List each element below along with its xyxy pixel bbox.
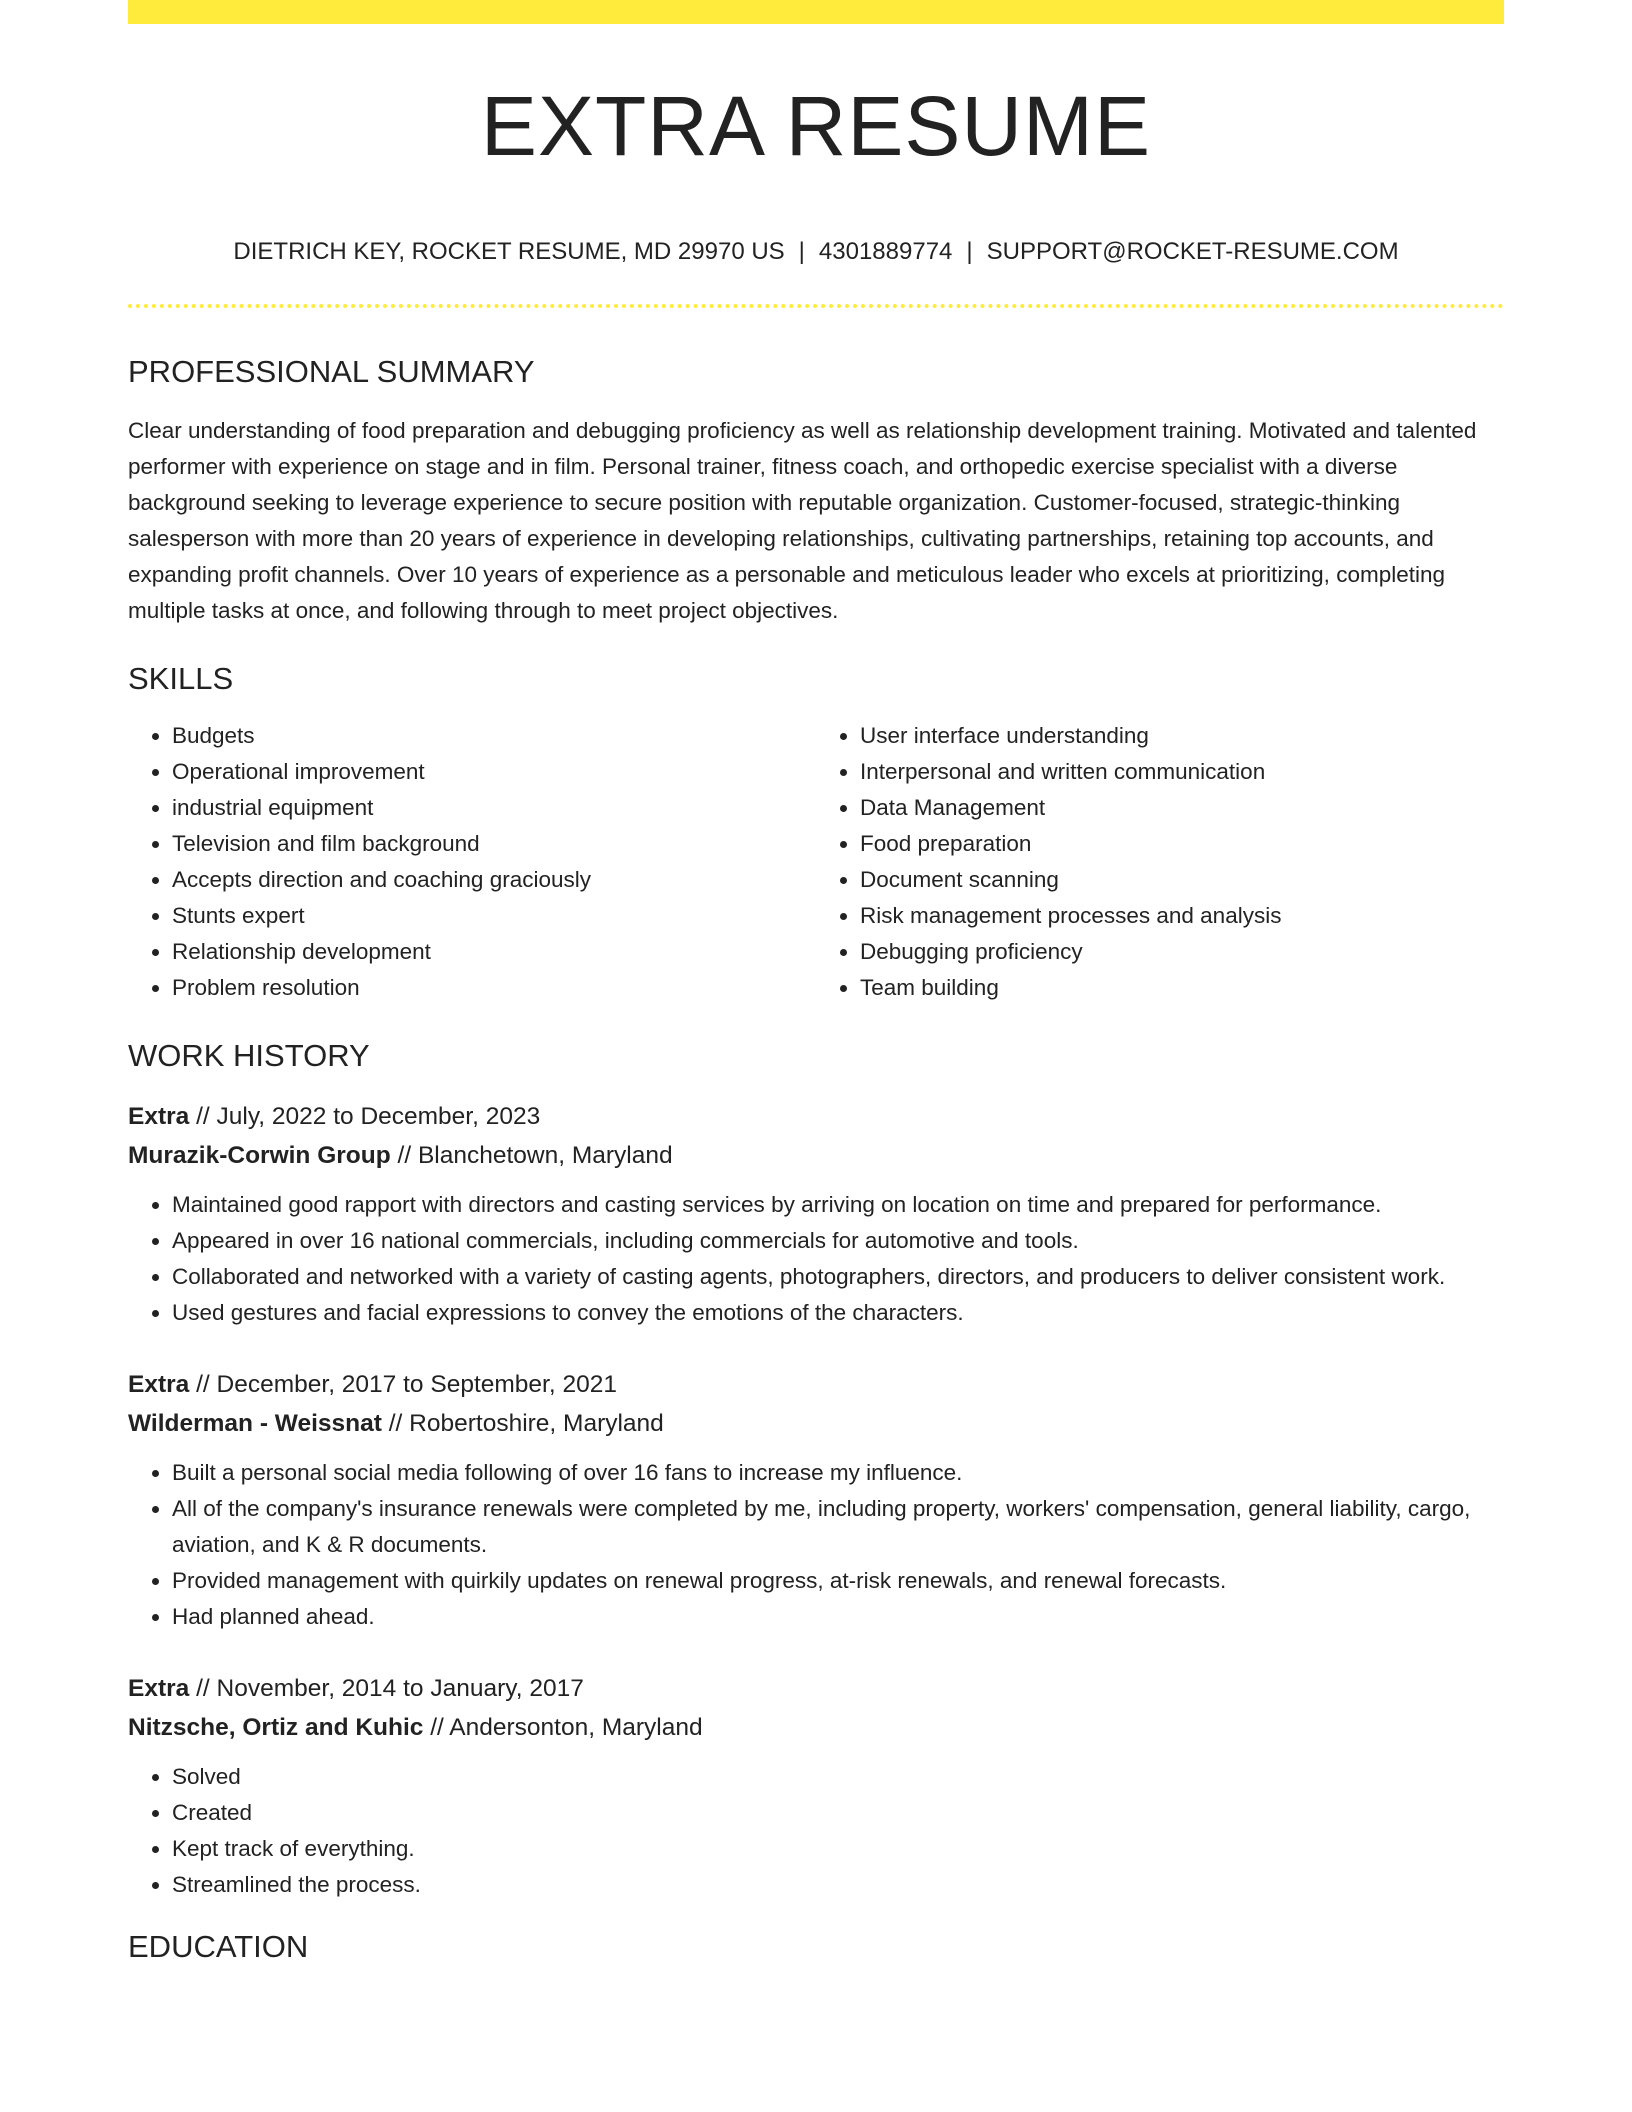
skill-item: • Team building xyxy=(860,970,1504,1006)
resume-name: EXTRA RESUME xyxy=(480,79,1152,173)
job-bullet: • Solved xyxy=(172,1759,1504,1795)
skill-item: • Relationship development xyxy=(172,934,816,970)
job-entry xyxy=(128,1097,1504,1331)
skill-item: • Interpersonal and written communication xyxy=(860,754,1504,790)
job-title-line: Extra // November, 2014 to January, 2017 xyxy=(128,1675,584,1702)
job-bullet: • Created xyxy=(172,1795,1504,1831)
job-title-line: Extra // July, 2022 to December, 2023 xyxy=(128,1103,541,1130)
job-bullet: • Used gestures and facial expressions to convey the emotions of the characters. xyxy=(172,1295,1504,1331)
contact-phone: 4301889774 xyxy=(818,238,953,265)
job-bullet: • Had planned ahead. xyxy=(172,1599,1504,1635)
job-bullet: • Built a personal social media following of over 16 fans to increase my influence. xyxy=(172,1455,1504,1491)
skill-item: • Budgets xyxy=(172,718,816,754)
contact-separator: | xyxy=(798,238,805,265)
work-history-heading: WORK HISTORY xyxy=(128,1038,370,1073)
job-location: Robertoshire, Maryland xyxy=(409,1410,664,1437)
contact-email: SUPPORT@ROCKET-RESUME.COM xyxy=(986,238,1399,265)
skills-heading: SKILLS xyxy=(128,661,234,696)
skills-list xyxy=(128,718,1504,1006)
job-bullet: • Collaborated and networked with a variety of casting agents, photographers, directors, and producers to deliver consistent work. xyxy=(172,1259,1504,1295)
job-bullet: • Streamlined the process. xyxy=(172,1867,1504,1903)
skills-column-right xyxy=(816,718,1504,1006)
summary-text: Clear understanding of food preparation and debugging proficiency as well as relationship development training. Motivated and talented performer with experience on stage and in film. Personal trainer, fitness coach, and orthopedic exercise specialist with a diverse background seeking to leverage experience to secure position with reputable organization. Customer-focused, strategic-thinking salesperson with more than 20 years of experience in developing relationships, cultivating partnerships, retaining top accounts, and expanding profit channels. Over 10 years of experience as a personable and meticulous leader who excels at prioritizing, completing multiple tasks at once, and following through to meet project objectives. xyxy=(128,418,1477,623)
skill-item: • User interface understanding xyxy=(860,718,1504,754)
resume-page xyxy=(128,0,1504,1962)
job-bullets xyxy=(128,1455,1504,1635)
job-company-line: Nitzsche, Ortiz and Kuhic // Andersonton, Maryland xyxy=(128,1714,703,1741)
job-role: Extra xyxy=(128,1675,190,1702)
job-role: Extra xyxy=(128,1371,190,1398)
skill-item: • Document scanning xyxy=(860,862,1504,898)
job-bullet: • Appeared in over 16 national commercials, including commercials for automotive and tools. xyxy=(172,1223,1504,1259)
job-location: Andersonton, Maryland xyxy=(449,1714,703,1741)
skill-item: • Risk management processes and analysis xyxy=(860,898,1504,934)
skill-item: • Debugging proficiency xyxy=(860,934,1504,970)
job-entry xyxy=(128,1365,1504,1635)
job-dates: July, 2022 to December, 2023 xyxy=(216,1103,541,1130)
job-bullets xyxy=(128,1759,1504,1903)
job-entry xyxy=(128,1669,1504,1903)
top-accent-bar xyxy=(128,0,1504,24)
contact-line xyxy=(128,240,1504,264)
skill-item: • Television and film background xyxy=(172,826,816,862)
job-bullet: • Provided management with quirkily updates on renewal progress, at-risk renewals, and renewal forecasts. xyxy=(172,1563,1504,1599)
skills-column-left xyxy=(128,718,816,1006)
dotted-divider xyxy=(128,304,1504,308)
job-role: Extra xyxy=(128,1103,190,1130)
job-company: Nitzsche, Ortiz and Kuhic xyxy=(128,1714,424,1741)
job-dates: December, 2017 to September, 2021 xyxy=(216,1371,617,1398)
job-dates: November, 2014 to January, 2017 xyxy=(216,1675,584,1702)
skill-item: • Stunts expert xyxy=(172,898,816,934)
job-company-line: Wilderman - Weissnat // Robertoshire, Maryland xyxy=(128,1410,664,1437)
job-title-line: Extra // December, 2017 to September, 2021 xyxy=(128,1371,617,1398)
job-company: Murazik-Corwin Group xyxy=(128,1142,391,1169)
skill-item: • Problem resolution xyxy=(172,970,816,1006)
skill-item: • industrial equipment xyxy=(172,790,816,826)
contact-address: DIETRICH KEY, ROCKET RESUME, MD 29970 US xyxy=(233,238,785,265)
education-heading: EDUCATION xyxy=(128,1929,309,1964)
job-bullets xyxy=(128,1187,1504,1331)
summary-heading: PROFESSIONAL SUMMARY xyxy=(128,354,535,389)
job-company-line: Murazik-Corwin Group // Blanchetown, Maryland xyxy=(128,1142,673,1169)
job-bullet: • All of the company's insurance renewals were completed by me, including property, workers' compensation, general liability, cargo, aviation, and K & R documents. xyxy=(172,1491,1504,1563)
job-location: Blanchetown, Maryland xyxy=(417,1142,673,1169)
skill-item: • Food preparation xyxy=(860,826,1504,862)
job-bullet: • Kept track of everything. xyxy=(172,1831,1504,1867)
skill-item: • Data Management xyxy=(860,790,1504,826)
job-company: Wilderman - Weissnat xyxy=(128,1410,382,1437)
job-bullet: • Maintained good rapport with directors and casting services by arriving on location on time and prepared for performance. xyxy=(172,1187,1504,1223)
skill-item: • Operational improvement xyxy=(172,754,816,790)
contact-separator: | xyxy=(966,238,973,265)
skill-item: • Accepts direction and coaching graciously xyxy=(172,862,816,898)
